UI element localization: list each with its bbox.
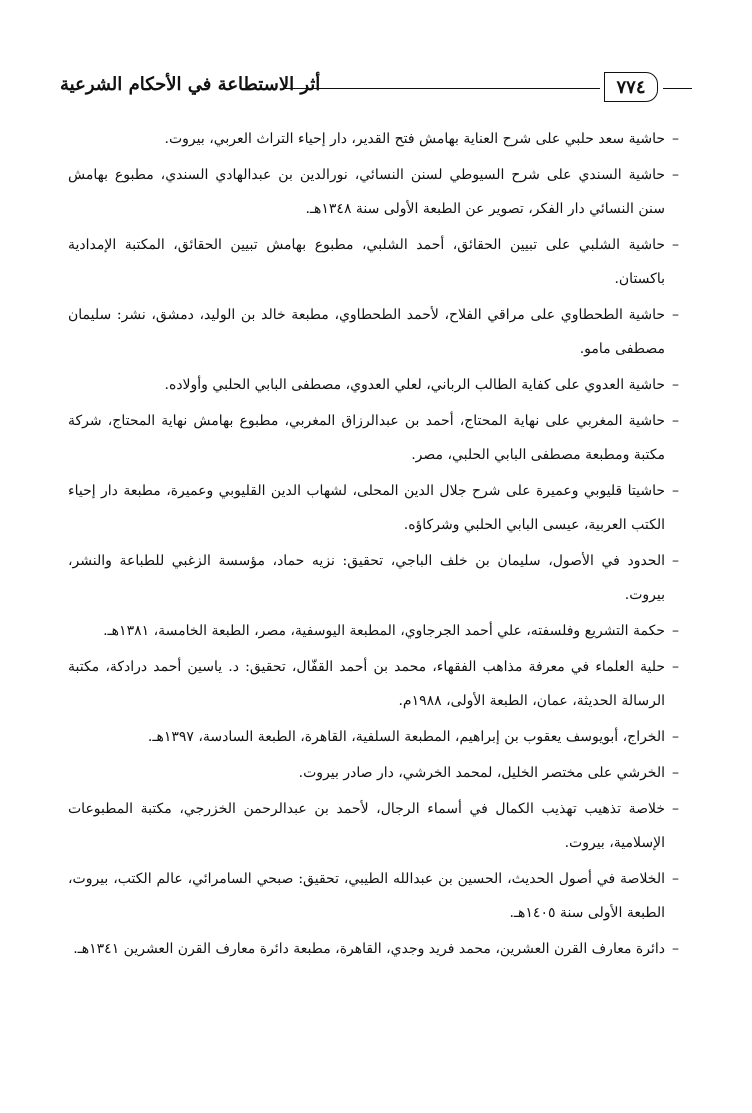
entry-dash: –	[672, 623, 679, 639]
entry-text: دائرة معارف القرن العشرين، محمد فريد وجدي، القاهرة، مطبعة دائرة معارف القرن العشرين ١٣٤١هـ.	[73, 941, 665, 957]
header-rule-right	[663, 88, 692, 89]
entry-text: الخراج، أبويوسف يعقوب بن إبراهيم، المطبعة السلفية، القاهرة، الطبعة السادسة، ١٣٩٧هـ.	[147, 729, 665, 745]
bibliography-entry	[68, 862, 679, 930]
bibliography-entry	[68, 158, 679, 226]
entry-dash: –	[672, 167, 679, 183]
bibliography-entry	[68, 404, 679, 472]
entry-text: حاشية سعد حلبي على شرح العناية بهامش فتح القدير، دار إحياء التراث العربي، بيروت.	[164, 131, 665, 147]
entry-text: الخلاصة في أصول الحديث، الحسين بن عبدالله الطيبي، تحقيق: صبحي السامرائي، عالم الكتب، بيروت، الطبعة الأولى سنة ١٤٠٥هـ.	[68, 871, 665, 921]
entry-text: حاشية الشلبي على تبيين الحقائق، أحمد الشلبي، مطبوع بهامش تبيين الحقائق، المكتبة الإمدادية باكستان.	[68, 237, 665, 287]
bibliography-entry	[68, 650, 679, 718]
entry-text: حلية العلماء في معرفة مذاهب الفقهاء، محمد بن أحمد القفّال، تحقيق: د. ياسين أحمد درادكة، مكتبة الرسالة الحديثة، عمان، الطبعة الأولى، ١٩٨٨م.	[68, 659, 665, 709]
entry-dash: –	[672, 765, 679, 781]
entry-dash: –	[672, 483, 679, 499]
entry-dash: –	[672, 131, 679, 147]
entry-dash: –	[672, 801, 679, 817]
entry-dash: –	[672, 729, 679, 745]
entry-dash: –	[672, 553, 679, 569]
entry-text: حاشيتا قليوبي وعميرة على شرح جلال الدين المحلى، لشهاب الدين القليوبي وعميرة، مطبعة دار إحياء الكتب العربية، عيسى البابي الحلبي وشركاؤه.	[68, 483, 665, 533]
bibliography-entry	[68, 932, 679, 966]
entry-text: حاشية السندي على شرح السيوطي لسنن النسائي، نورالدين بن عبدالهادي السندي، مطبوع بهامش سنن النسائي دار الفكر، تصوير عن الطبعة الأولى سنة ١٣٤٨هـ.	[68, 167, 665, 217]
entry-dash: –	[672, 377, 679, 393]
bibliography-entry	[68, 544, 679, 612]
bibliography-entry	[68, 228, 679, 296]
bibliography-entry	[68, 792, 679, 860]
page-header	[60, 72, 692, 108]
running-title: أثر الاستطاعة في الأحكام الشرعية	[60, 74, 321, 95]
entry-dash: –	[672, 237, 679, 253]
bibliography-entry	[68, 474, 679, 542]
bibliography-entry	[68, 298, 679, 366]
entry-text: خلاصة تذهيب تهذيب الكمال في أسماء الرجال، لأحمد بن عبدالرحمن الخزرجي، مكتبة المطبوعات الإسلامية، بيروت.	[68, 801, 665, 851]
header-rule	[282, 88, 600, 89]
bibliography-entry	[68, 756, 679, 790]
bibliography-entry	[68, 720, 679, 754]
page-number: ٧٧٤	[604, 72, 658, 102]
entry-text: الخرشي على مختصر الخليل، لمحمد الخرشي، دار صادر بيروت.	[298, 765, 665, 781]
entry-dash: –	[672, 307, 679, 323]
entry-dash: –	[672, 871, 679, 887]
bibliography-entry	[68, 122, 679, 156]
entry-dash: –	[672, 659, 679, 675]
entry-dash: –	[672, 413, 679, 429]
entry-text: حاشية الطحطاوي على مراقي الفلاح، لأحمد الطحطاوي، مطبعة خالد بن الوليد، دمشق، نشر: سليمان مصطفى مامو.	[68, 307, 665, 357]
entry-text: حكمة التشريع وفلسفته، علي أحمد الجرجاوي، المطبعة اليوسفية، مصر، الطبعة الخامسة، ١٣٨١هـ.	[103, 623, 665, 639]
bibliography-entry	[68, 368, 679, 402]
entry-text: حاشية المغربي على نهاية المحتاج، أحمد بن عبدالرزاق المغربي، مطبوع بهامش نهاية المحتاج، شركة مكتبة ومطبعة مصطفى البابي الحلبي، مصر.	[68, 413, 665, 463]
entry-text: حاشية العدوي على كفاية الطالب الرباني، لعلي العدوي، مصطفى البابي الحلبي وأولاده.	[164, 377, 665, 393]
bibliography-list	[68, 122, 679, 968]
entry-dash: –	[672, 941, 679, 957]
entry-text: الحدود في الأصول، سليمان بن خلف الباجي، تحقيق: نزيه حماد، مؤسسة الزغبي للطباعة والنشر، بيروت.	[68, 553, 665, 603]
bibliography-entry	[68, 614, 679, 648]
